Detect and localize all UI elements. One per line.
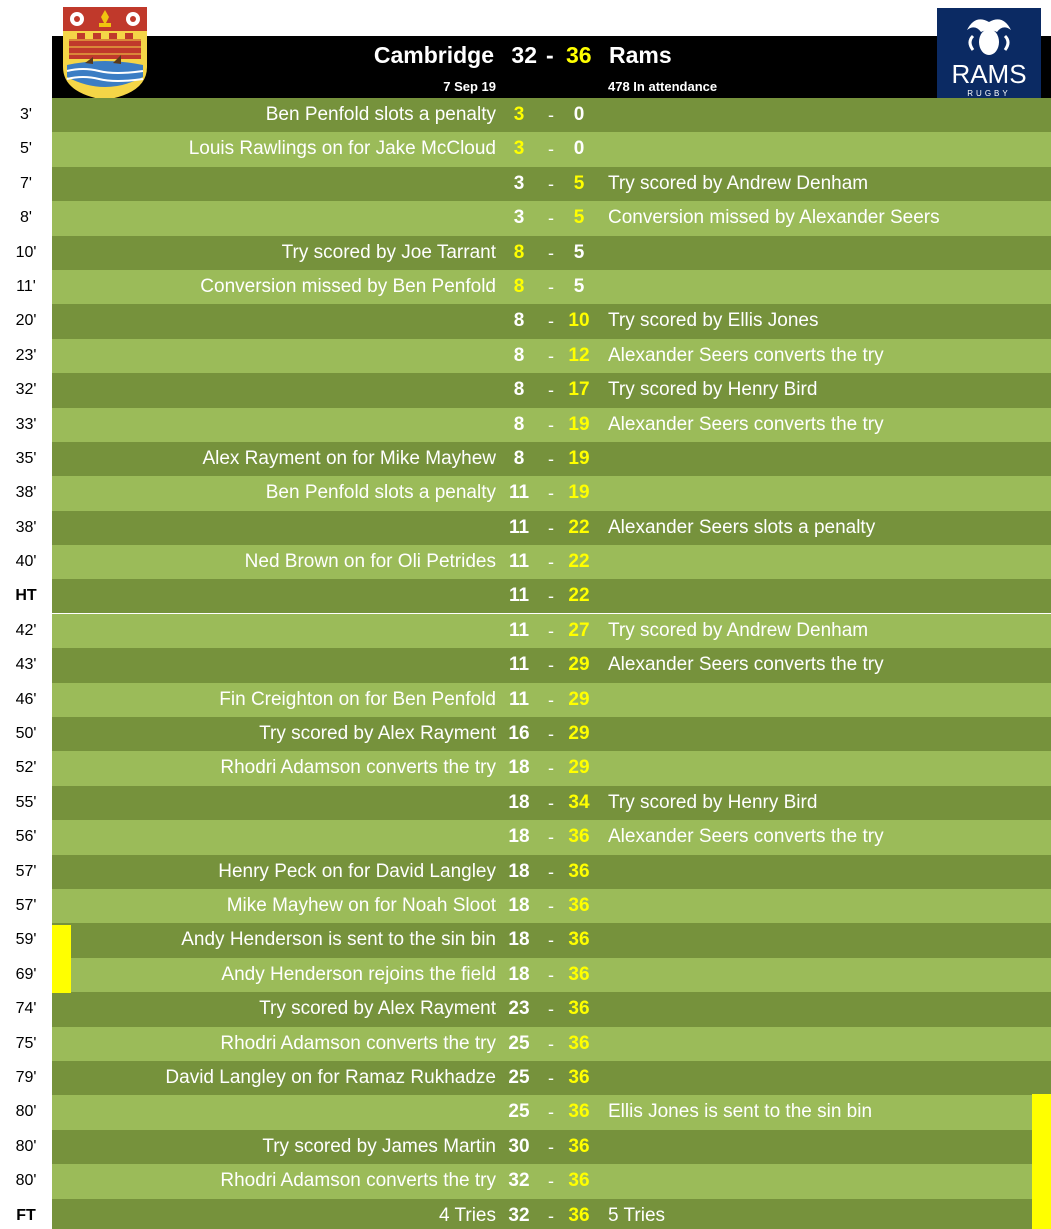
- home-running-score: 11: [508, 688, 530, 710]
- event-time: 80': [0, 1095, 52, 1129]
- home-running-score: 11: [508, 516, 530, 538]
- home-running-score: 3: [513, 207, 525, 229]
- home-running-score: 18: [508, 860, 530, 882]
- away-running-score: 5: [573, 207, 585, 229]
- home-running-score: 11: [508, 551, 530, 573]
- attendance: 478 In attendance: [608, 79, 718, 94]
- event-row: [0, 992, 1051, 1026]
- score-dash: -: [548, 999, 554, 1020]
- away-event-text: 5 Tries: [608, 1204, 666, 1226]
- home-running-score: 11: [508, 619, 530, 641]
- event-row: [0, 923, 1051, 957]
- away-event-text: Try scored by Andrew Denham: [608, 619, 869, 641]
- away-running-score: 10: [568, 310, 590, 332]
- home-running-score: 18: [508, 894, 530, 916]
- event-row: [0, 201, 1051, 235]
- away-running-score: 0: [573, 104, 585, 125]
- home-running-score: 3: [513, 104, 525, 125]
- away-event-text: Try scored by Ellis Jones: [608, 310, 819, 332]
- score-dash: -: [548, 380, 554, 401]
- event-time: 23': [0, 339, 52, 373]
- event-row: [0, 889, 1051, 923]
- event-time: 56': [0, 820, 52, 854]
- away-running-score: 27: [568, 619, 590, 641]
- away-event-text: Try scored by Andrew Denham: [608, 172, 869, 194]
- home-event-text: Andy Henderson is sent to the sin bin: [181, 929, 496, 951]
- event-time: 80': [0, 1164, 52, 1198]
- event-time: 42': [0, 614, 52, 648]
- home-running-score: 25: [508, 1032, 530, 1054]
- event-time: 33': [0, 408, 52, 442]
- event-time: 80': [0, 1130, 52, 1164]
- event-row: [0, 614, 1051, 648]
- away-team-name: Rams: [609, 42, 672, 68]
- away-running-score: 0: [573, 138, 585, 160]
- event-time: 43': [0, 648, 52, 682]
- away-event-text: Alexander Seers converts the try: [608, 654, 884, 676]
- event-row: [0, 820, 1051, 854]
- away-running-score: 5: [573, 275, 585, 297]
- score-dash: -: [548, 1102, 554, 1123]
- event-time: 7': [0, 167, 52, 201]
- away-event-text: Ellis Jones is sent to the sin bin: [608, 1101, 873, 1123]
- home-running-score: 18: [508, 757, 530, 779]
- score-dash: -: [548, 1033, 554, 1054]
- away-running-score: 36: [568, 929, 590, 951]
- home-running-score: 32: [508, 1204, 530, 1226]
- away-running-score: 36: [568, 1066, 590, 1088]
- score-dash: -: [548, 1205, 554, 1226]
- away-running-score: 36: [568, 998, 590, 1020]
- event-row: [0, 1164, 1051, 1198]
- score-dash: -: [548, 724, 554, 745]
- event-time: 59': [0, 923, 52, 957]
- home-event-text: Conversion missed by Ben Penfold: [200, 275, 496, 297]
- score-dash: -: [548, 861, 554, 882]
- score-dash: -: [548, 345, 554, 366]
- home-team-name: Cambridge: [373, 42, 494, 68]
- home-running-score: 18: [508, 791, 530, 813]
- away-final-score: 36: [566, 42, 592, 68]
- score-dash: -: [548, 208, 554, 229]
- home-event-text: Try scored by Alex Rayment: [259, 723, 496, 745]
- home-running-score: 3: [513, 172, 525, 194]
- away-event-text: Alexander Seers slots a penalty: [608, 516, 876, 538]
- event-row: [0, 98, 1051, 132]
- score-dash: -: [548, 1136, 554, 1157]
- away-running-score: 36: [568, 1204, 590, 1226]
- score-dash: -: [548, 139, 554, 160]
- event-time: 55': [0, 786, 52, 820]
- away-running-score: 5: [573, 172, 585, 194]
- away-event-text: Alexander Seers converts the try: [608, 826, 884, 848]
- home-event-text: Try scored by Joe Tarrant: [281, 241, 496, 263]
- home-running-score: 25: [508, 1066, 530, 1088]
- event-time: 40': [0, 545, 52, 579]
- home-event-text: Fin Creighton on for Ben Penfold: [219, 688, 496, 710]
- home-running-score: 8: [513, 241, 525, 263]
- away-running-score: 29: [568, 654, 590, 676]
- event-time: 8': [0, 201, 52, 235]
- away-running-score: 36: [568, 1170, 590, 1192]
- match-header: [52, 36, 1051, 98]
- event-row: [0, 855, 1051, 889]
- score-dash: -: [548, 689, 554, 710]
- event-time: 35': [0, 442, 52, 476]
- home-event-text: Rhodri Adamson converts the try: [220, 1032, 496, 1054]
- event-time: 3': [0, 98, 52, 132]
- score-dash: -: [548, 448, 554, 469]
- home-event-text: Mike Mayhew on for Noah Sloot: [226, 894, 496, 916]
- event-row: [0, 958, 1051, 992]
- score-dash: -: [548, 105, 554, 125]
- away-running-score: 36: [568, 1032, 590, 1054]
- away-running-score: 36: [568, 1101, 590, 1123]
- home-event-text: Alex Rayment on for Mike Mayhew: [202, 447, 496, 469]
- home-event-text: Andy Henderson rejoins the field: [221, 963, 496, 985]
- event-row: [0, 236, 1051, 270]
- event-row: [0, 648, 1051, 682]
- away-event-text: Try scored by Henry Bird: [608, 791, 818, 813]
- score-dash: -: [548, 311, 554, 332]
- event-time: 52': [0, 751, 52, 785]
- score-dash: -: [548, 414, 554, 435]
- away-running-score: 19: [568, 447, 590, 469]
- event-time: 20': [0, 304, 52, 338]
- score-dash: -: [548, 552, 554, 573]
- away-event-text: Conversion missed by Alexander Seers: [608, 207, 940, 229]
- event-row: [0, 408, 1051, 442]
- score-dash: -: [548, 655, 554, 676]
- away-running-score: 29: [568, 688, 590, 710]
- home-running-score: 18: [508, 963, 530, 985]
- home-running-score: 8: [513, 344, 525, 366]
- away-running-score: 36: [568, 963, 590, 985]
- event-time: 69': [0, 958, 52, 992]
- home-running-score: 8: [513, 413, 525, 435]
- away-running-score: 29: [568, 757, 590, 779]
- home-event-text: Ned Brown on for Oli Petrides: [244, 551, 496, 573]
- home-running-score: 18: [508, 826, 530, 848]
- home-running-score: 25: [508, 1101, 530, 1123]
- event-row: [0, 683, 1051, 717]
- home-running-score: 8: [513, 379, 525, 401]
- event-time: 38': [0, 511, 52, 545]
- away-event-text: Try scored by Henry Bird: [608, 379, 818, 401]
- events-table: [0, 98, 1051, 1229]
- home-running-score: 30: [508, 1135, 530, 1157]
- score-dash: -: [548, 827, 554, 848]
- home-event-text: Louis Rawlings on for Jake McCloud: [188, 138, 496, 160]
- event-row: [0, 579, 1051, 613]
- event-row: [0, 511, 1051, 545]
- away-running-score: 36: [568, 860, 590, 882]
- score-dash: -: [548, 276, 554, 297]
- score-dash: -: [548, 792, 554, 813]
- event-time: 57': [0, 855, 52, 889]
- event-row: [0, 1061, 1051, 1095]
- home-running-score: 32: [508, 1170, 530, 1192]
- event-row: [0, 786, 1051, 820]
- away-running-score: 19: [568, 482, 590, 504]
- event-row: [0, 476, 1051, 510]
- away-running-score: 36: [568, 1135, 590, 1157]
- away-running-score: 34: [568, 791, 590, 813]
- home-running-score: 11: [508, 585, 530, 607]
- score-dash: -: [548, 964, 554, 985]
- away-event-text: Alexander Seers converts the try: [608, 413, 884, 435]
- away-running-score: 22: [568, 585, 590, 607]
- away-running-score: 19: [568, 413, 590, 435]
- event-time: 38': [0, 476, 52, 510]
- event-row: [0, 1027, 1051, 1061]
- event-row: [0, 751, 1051, 785]
- away-running-score: 36: [568, 894, 590, 916]
- event-row: [0, 442, 1051, 476]
- home-sin-bin-marker: [52, 925, 71, 993]
- event-time: 57': [0, 889, 52, 923]
- score-dash: -: [548, 930, 554, 951]
- home-event-text: 4 Tries: [438, 1204, 496, 1226]
- home-running-score: 8: [513, 275, 525, 297]
- event-time: 75': [0, 1027, 52, 1061]
- score-dash: -: [548, 758, 554, 779]
- event-time: 5': [0, 132, 52, 166]
- away-running-score: 22: [568, 551, 590, 573]
- home-event-text: Try scored by Alex Rayment: [259, 998, 496, 1020]
- away-event-text: Alexander Seers converts the try: [608, 344, 884, 366]
- event-row: [0, 717, 1051, 751]
- away-running-score: 17: [568, 379, 590, 401]
- event-time: 10': [0, 236, 52, 270]
- cambridge-crest-logo: [63, 7, 147, 100]
- score-dash: -: [548, 242, 554, 263]
- away-running-score: 12: [568, 344, 590, 366]
- home-event-text: David Langley on for Ramaz Rukhadze: [165, 1066, 496, 1088]
- away-running-score: 29: [568, 723, 590, 745]
- event-time: 46': [0, 683, 52, 717]
- home-event-text: Henry Peck on for David Langley: [218, 860, 496, 882]
- event-row: [0, 1130, 1051, 1164]
- event-row: [0, 167, 1051, 201]
- away-running-score: 5: [573, 241, 585, 263]
- away-running-score: 36: [568, 826, 590, 848]
- event-row: [0, 132, 1051, 166]
- score-dash: -: [548, 1171, 554, 1192]
- home-running-score: 16: [508, 723, 530, 745]
- home-final-score: 32: [511, 42, 537, 68]
- home-running-score: 11: [508, 654, 530, 676]
- event-row: [0, 1095, 1051, 1129]
- event-time: HT: [0, 579, 52, 612]
- home-event-text: Ben Penfold slots a penalty: [265, 482, 496, 504]
- home-event-text: Ben Penfold slots a penalty: [265, 104, 496, 125]
- score-dash: -: [548, 483, 554, 504]
- home-running-score: 18: [508, 929, 530, 951]
- rams-logo-subtext: RUGBY: [967, 89, 1011, 98]
- home-running-score: 8: [513, 447, 525, 469]
- home-event-text: Try scored by James Martin: [262, 1135, 496, 1157]
- event-row: [0, 1199, 1051, 1229]
- score-dash: -: [548, 895, 554, 916]
- event-time: 74': [0, 992, 52, 1026]
- event-row: [0, 270, 1051, 304]
- home-event-text: Rhodri Adamson converts the try: [220, 1170, 496, 1192]
- event-time: 11': [0, 270, 52, 304]
- event-row: [0, 373, 1051, 407]
- score-dash: -: [548, 173, 554, 194]
- event-time: 79': [0, 1061, 52, 1095]
- home-running-score: 3: [513, 138, 525, 160]
- match-date: 7 Sep 19: [443, 79, 496, 94]
- score-dash: -: [548, 1067, 554, 1088]
- away-running-score: 22: [568, 516, 590, 538]
- event-row: [0, 545, 1051, 579]
- score-dash: -: [548, 517, 554, 538]
- score-dash: -: [548, 586, 554, 607]
- score-separator: -: [546, 42, 554, 68]
- event-time: 50': [0, 717, 52, 751]
- score-dash: -: [548, 620, 554, 641]
- event-row: [0, 339, 1051, 373]
- home-running-score: 23: [508, 998, 530, 1020]
- home-running-score: 11: [508, 482, 530, 504]
- rams-logo-text: RAMS: [951, 59, 1027, 89]
- event-time: FT: [0, 1199, 52, 1229]
- home-running-score: 8: [513, 310, 525, 332]
- event-row: [0, 304, 1051, 338]
- away-sin-bin-marker: [1032, 1094, 1051, 1229]
- event-time: 32': [0, 373, 52, 407]
- home-event-text: Rhodri Adamson converts the try: [220, 757, 496, 779]
